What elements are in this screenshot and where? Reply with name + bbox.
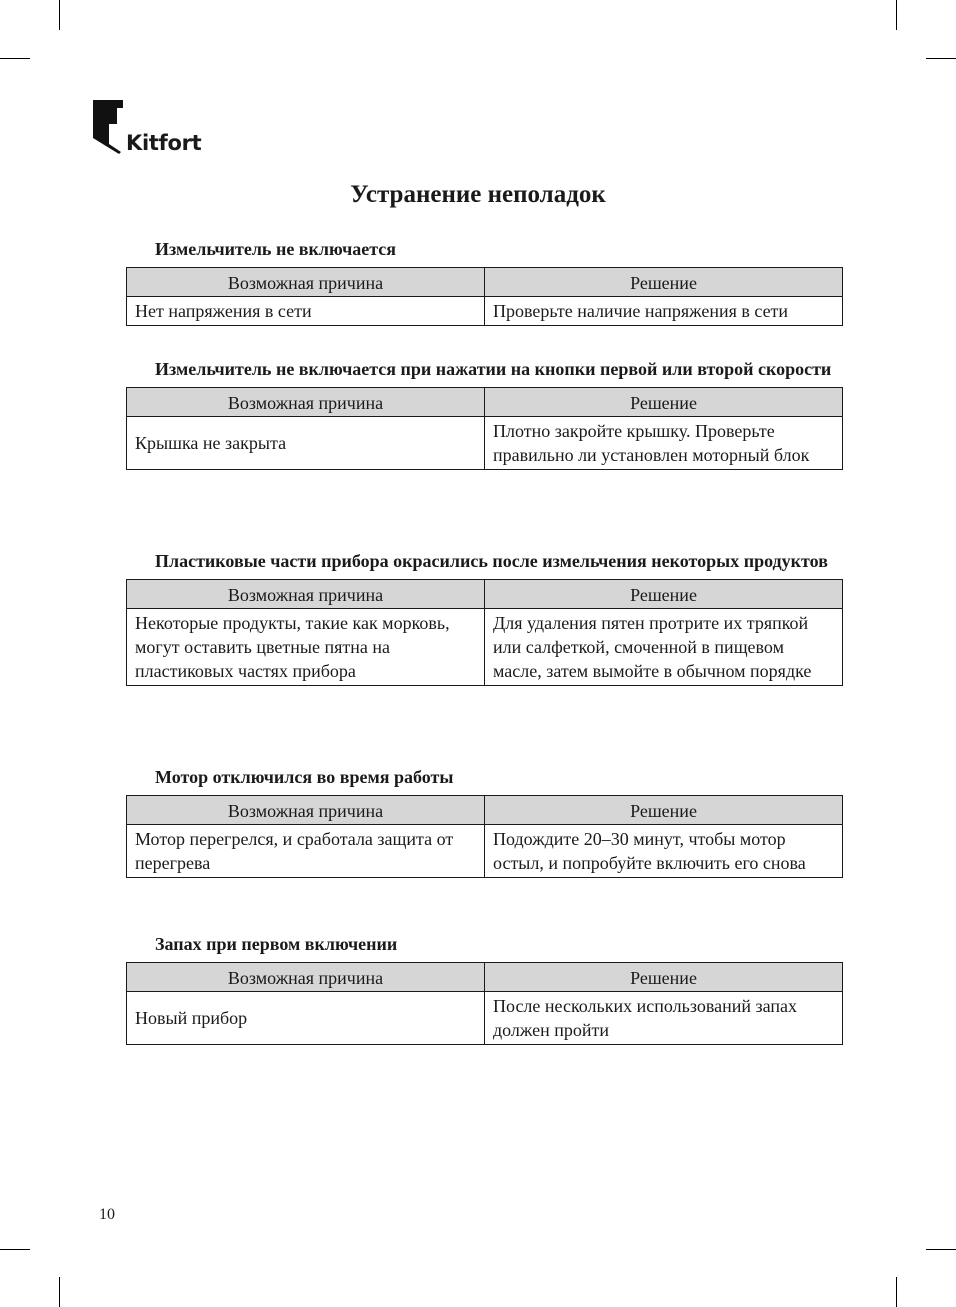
table-header-row [127,963,843,992]
solution-cell: Для удаления пятен протрите их тряпкой или салфеткой, смоченной в пищевом масле, затем вымойте в обычном порядке [485,609,843,686]
header-solution: Решение [485,388,843,417]
crop-mark [0,58,30,59]
header-solution: Решение [485,268,843,297]
crop-mark [926,58,956,59]
cause-cell: Крышка не закрыта [127,417,485,470]
header-cause: Возможная причина [127,388,485,417]
troubleshooting-section [126,357,842,470]
brand-logo [93,100,201,154]
page-title: Устранение неполадок [350,181,606,208]
table-header-row [127,580,843,609]
table-header-row [127,268,843,297]
cause-cell: Новый прибор [127,992,485,1045]
troubleshooting-table [126,795,843,878]
table-row [127,609,843,686]
solution-cell: Подождите 20–30 минут, чтобы мотор остыл, и попробуйте включить его снова [485,825,843,878]
table-row [127,297,843,326]
solution-cell: Проверьте наличие напряжения в сети [485,297,843,326]
table-row [127,825,843,878]
table-row [127,417,843,470]
crop-mark [59,0,60,30]
section-heading: Измельчитель не включается при нажатии на кнопки первой или второй скорости [155,359,832,379]
section-heading: Мотор отключился во время работы [155,767,454,787]
troubleshooting-table [126,387,843,470]
cause-cell: Нет напряжения в сети [127,297,485,326]
crop-mark [926,1249,956,1250]
solution-cell: Плотно закройте крышку. Проверьте правильно ли установлен моторный блок [485,417,843,470]
header-solution: Решение [485,963,843,992]
page-number: 10 [99,1206,115,1223]
section-heading: Пластиковые части прибора окрасились после измельчения некоторых продуктов [155,551,828,571]
crop-mark [896,0,897,30]
header-cause: Возможная причина [127,796,485,825]
header-solution: Решение [485,580,843,609]
section-heading: Запах при первом включении [155,934,398,954]
crop-mark [896,1277,897,1307]
troubleshooting-table [126,267,843,326]
troubleshooting-section [126,765,842,878]
table-header-row [127,388,843,417]
table-header-row [127,796,843,825]
brand-name: Kitfort [126,131,202,155]
header-solution: Решение [485,796,843,825]
section-heading: Измельчитель не включается [155,239,396,259]
solution-cell: После нескольких использований запах должен пройти [485,992,843,1045]
table-row [127,992,843,1045]
troubleshooting-section [126,932,842,1045]
troubleshooting-table [126,579,843,686]
header-cause: Возможная причина [127,580,485,609]
troubleshooting-section [126,237,842,326]
header-cause: Возможная причина [127,268,485,297]
cause-cell: Некоторые продукты, такие как морковь, могут оставить цветные пятна на пластиковых частях прибора [127,609,485,686]
troubleshooting-table [126,962,843,1045]
cause-cell: Мотор перегрелся, и сработала защита от перегрева [127,825,485,878]
crop-mark [0,1249,30,1250]
crop-mark [59,1277,60,1307]
kitfort-logo-icon [93,100,123,154]
troubleshooting-section [126,549,842,686]
header-cause: Возможная причина [127,963,485,992]
